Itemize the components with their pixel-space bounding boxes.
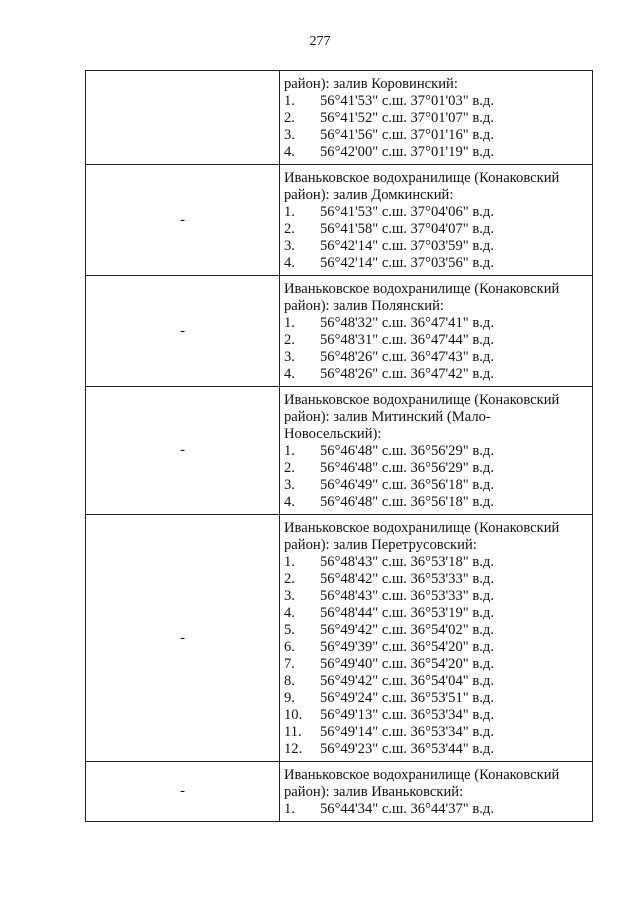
zone-description-line: район): залив Перетрусовский: bbox=[284, 537, 477, 553]
coordinate-index: 6. bbox=[284, 639, 295, 655]
coordinate-entry bbox=[284, 93, 588, 110]
coordinate-index: 12. bbox=[284, 741, 303, 757]
coordinate-value: 56°42'00" с.ш. 37°01'19" в.д. bbox=[320, 144, 494, 160]
row-marker-cell: - bbox=[86, 515, 280, 762]
coordinate-index: 10. bbox=[284, 707, 303, 723]
coordinate-index: 11. bbox=[284, 724, 302, 740]
coordinate-index: 4. bbox=[284, 366, 295, 382]
coordinate-index: 3. bbox=[284, 238, 295, 254]
coordinate-entry bbox=[284, 605, 588, 622]
coordinate-entry bbox=[284, 554, 588, 571]
coordinate-index: 2. bbox=[284, 332, 295, 348]
coordinate-value: 56°49'14" с.ш. 36°53'34" в.д. bbox=[320, 724, 494, 740]
coordinate-value: 56°49'23" с.ш. 36°53'44" в.д. bbox=[320, 741, 494, 757]
row-marker-cell: - bbox=[86, 762, 280, 822]
zone-description-line: Новосельский): bbox=[284, 426, 382, 442]
zone-description-line: район): залив Домкинский: bbox=[284, 187, 454, 203]
coordinate-value: 56°48'26" с.ш. 36°47'43" в.д. bbox=[320, 349, 494, 365]
coordinate-value: 56°41'53" с.ш. 37°01'03" в.д. bbox=[320, 93, 494, 109]
coordinate-index: 5. bbox=[284, 622, 295, 638]
coordinate-entry bbox=[284, 639, 588, 656]
coordinate-entry bbox=[284, 315, 588, 332]
row-marker-cell: - bbox=[86, 165, 280, 276]
zone-description-line: Иваньковское водохранилище (Конаковский bbox=[284, 281, 560, 297]
coordinate-entry bbox=[284, 724, 588, 741]
coordinate-value: 56°44'34" с.ш. 36°44'37" в.д. bbox=[320, 801, 494, 817]
coordinate-index: 1. bbox=[284, 443, 295, 459]
coordinate-entry bbox=[284, 332, 588, 349]
coordinate-value: 56°46'49" с.ш. 36°56'18" в.д. bbox=[320, 477, 494, 493]
coordinates-table bbox=[85, 70, 593, 822]
coordinate-entry bbox=[284, 673, 588, 690]
coordinate-value: 56°49'24" с.ш. 36°53'51" в.д. bbox=[320, 690, 494, 706]
coordinate-index: 1. bbox=[284, 315, 295, 331]
zone-description-cell bbox=[280, 276, 593, 387]
coordinate-index: 4. bbox=[284, 144, 295, 160]
table-row bbox=[86, 762, 593, 822]
coordinate-value: 56°41'56" с.ш. 37°01'16" в.д. bbox=[320, 127, 494, 143]
coordinate-value: 56°49'42" с.ш. 36°54'02" в.д. bbox=[320, 622, 494, 638]
coordinate-value: 56°48'32" с.ш. 36°47'41" в.д. bbox=[320, 315, 494, 331]
table-row bbox=[86, 515, 593, 762]
coordinate-index: 3. bbox=[284, 477, 295, 493]
table-row bbox=[86, 165, 593, 276]
coordinate-value: 56°46'48" с.ш. 36°56'18" в.д. bbox=[320, 494, 494, 510]
row-marker-cell bbox=[86, 71, 280, 165]
coordinate-index: 4. bbox=[284, 494, 295, 510]
coordinate-entry bbox=[284, 221, 588, 238]
coordinate-index: 1. bbox=[284, 93, 295, 109]
coordinate-index: 1. bbox=[284, 801, 295, 817]
coordinate-value: 56°49'42" с.ш. 36°54'04" в.д. bbox=[320, 673, 494, 689]
coordinate-index: 4. bbox=[284, 605, 295, 621]
zone-description-line: район): залив Митинский (Мало- bbox=[284, 409, 491, 425]
coordinate-index: 1. bbox=[284, 204, 295, 220]
coordinate-entry bbox=[284, 494, 588, 511]
coordinate-index: 9. bbox=[284, 690, 295, 706]
zone-description-line: Иваньковское водохранилище (Конаковский bbox=[284, 520, 560, 536]
coordinate-value: 56°48'42" с.ш. 36°53'33" в.д. bbox=[320, 571, 494, 587]
coordinate-value: 56°41'52" с.ш. 37°01'07" в.д. bbox=[320, 110, 494, 126]
coordinate-entry bbox=[284, 588, 588, 605]
zone-description-cell bbox=[280, 515, 593, 762]
zone-description-line: Иваньковское водохранилище (Конаковский bbox=[284, 767, 560, 783]
coordinate-value: 56°46'48" с.ш. 36°56'29" в.д. bbox=[320, 443, 494, 459]
coordinate-value: 56°41'53" с.ш. 37°04'06" в.д. bbox=[320, 204, 494, 220]
coordinate-value: 56°48'43" с.ш. 36°53'33" в.д. bbox=[320, 588, 494, 604]
coordinate-index: 3. bbox=[284, 349, 295, 365]
coordinate-index: 2. bbox=[284, 221, 295, 237]
coordinate-index: 7. bbox=[284, 656, 295, 672]
coordinate-index: 3. bbox=[284, 588, 295, 604]
coordinate-entry bbox=[284, 443, 588, 460]
zone-description-line: район): залив Иваньковский: bbox=[284, 784, 464, 800]
zone-description-cell bbox=[280, 71, 593, 165]
zone-description-cell bbox=[280, 165, 593, 276]
coordinate-value: 56°49'13" с.ш. 36°53'34" в.д. bbox=[320, 707, 494, 723]
coordinate-entry bbox=[284, 204, 588, 221]
coordinate-entry bbox=[284, 477, 588, 494]
coordinate-value: 56°41'58" с.ш. 37°04'07" в.д. bbox=[320, 221, 494, 237]
coordinate-value: 56°48'43" с.ш. 36°53'18" в.д. bbox=[320, 554, 494, 570]
zone-description-line: район): залив Полянский: bbox=[284, 298, 444, 314]
table-row bbox=[86, 387, 593, 515]
zone-description-cell bbox=[280, 762, 593, 822]
row-marker-cell: - bbox=[86, 387, 280, 515]
coordinate-entry bbox=[284, 127, 588, 144]
coordinate-entry bbox=[284, 801, 588, 818]
coordinate-entry bbox=[284, 571, 588, 588]
coordinate-entry bbox=[284, 622, 588, 639]
coordinate-value: 56°49'40" с.ш. 36°54'20" в.д. bbox=[320, 656, 494, 672]
zone-description-line: Иваньковское водохранилище (Конаковский bbox=[284, 392, 560, 408]
table-row bbox=[86, 71, 593, 165]
table-row bbox=[86, 276, 593, 387]
coordinate-entry bbox=[284, 255, 588, 272]
coordinate-index: 4. bbox=[284, 255, 295, 271]
coordinate-index: 2. bbox=[284, 571, 295, 587]
coordinate-entry bbox=[284, 110, 588, 127]
coordinate-entry bbox=[284, 690, 588, 707]
coordinate-entry bbox=[284, 707, 588, 724]
coordinate-value: 56°48'31" с.ш. 36°47'44" в.д. bbox=[320, 332, 494, 348]
zone-description-line: район): залив Коровинский: bbox=[284, 76, 458, 92]
row-marker-cell: - bbox=[86, 276, 280, 387]
coordinate-entry bbox=[284, 238, 588, 255]
coordinate-entry bbox=[284, 741, 588, 758]
coordinate-index: 3. bbox=[284, 127, 295, 143]
coordinate-entry bbox=[284, 656, 588, 673]
coordinate-value: 56°42'14" с.ш. 37°03'59" в.д. bbox=[320, 238, 494, 254]
coordinate-entry bbox=[284, 144, 588, 161]
coordinate-value: 56°49'39" с.ш. 36°54'20" в.д. bbox=[320, 639, 494, 655]
zone-description-cell bbox=[280, 387, 593, 515]
coordinate-value: 56°48'44" с.ш. 36°53'19" в.д. bbox=[320, 605, 494, 621]
coordinate-entry bbox=[284, 366, 588, 383]
coordinate-value: 56°42'14" с.ш. 37°03'56" в.д. bbox=[320, 255, 494, 271]
coordinate-index: 8. bbox=[284, 673, 295, 689]
table-body bbox=[86, 71, 593, 822]
coordinate-value: 56°46'48" с.ш. 36°56'29" в.д. bbox=[320, 460, 494, 476]
zone-description-line: Иваньковское водохранилище (Конаковский bbox=[284, 170, 560, 186]
coordinate-index: 1. bbox=[284, 554, 295, 570]
coordinate-index: 2. bbox=[284, 110, 295, 126]
coordinate-value: 56°48'26" с.ш. 36°47'42" в.д. bbox=[320, 366, 494, 382]
coordinate-entry bbox=[284, 349, 588, 366]
coordinate-index: 2. bbox=[284, 460, 295, 476]
coordinate-entry bbox=[284, 460, 588, 477]
page-number: 277 bbox=[309, 34, 331, 49]
